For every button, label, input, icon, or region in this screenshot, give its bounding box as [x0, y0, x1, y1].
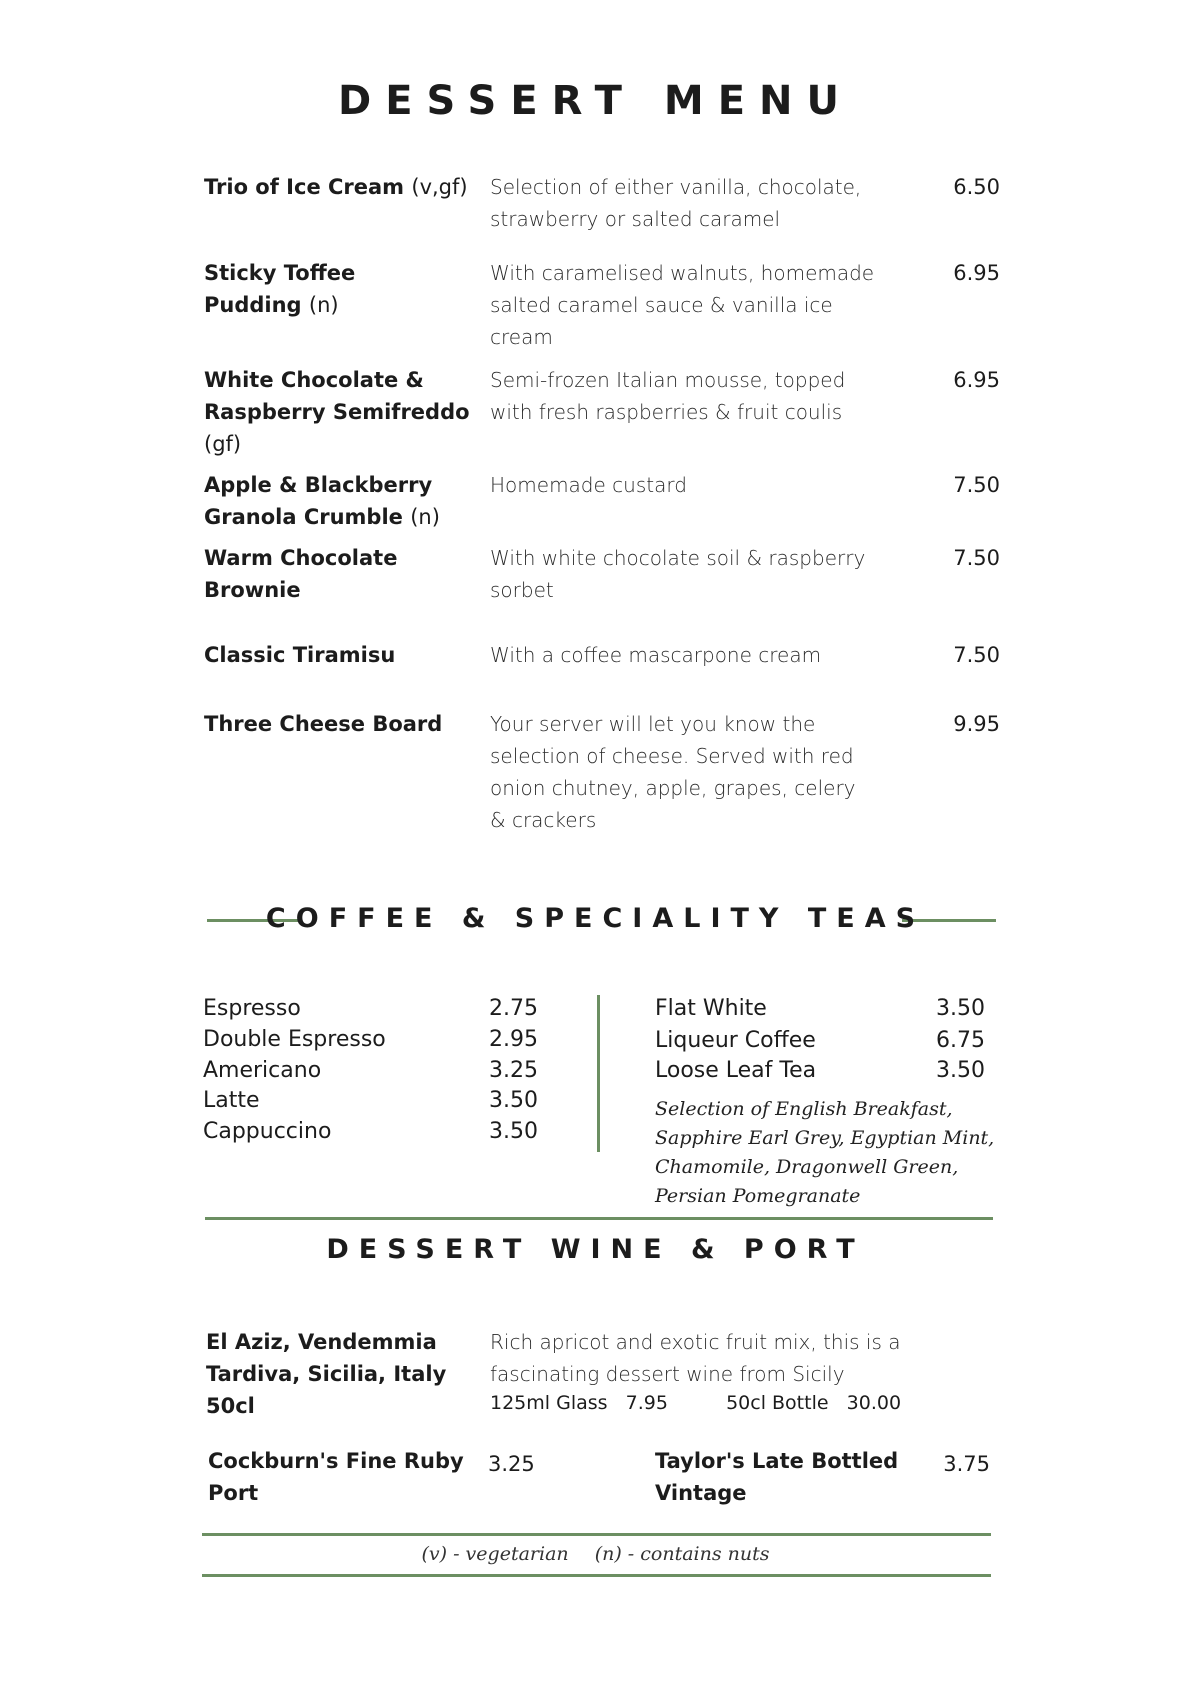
coffee-item — [655, 1025, 985, 1056]
wine-name: Cockburn's Fine Ruby Port — [208, 1449, 464, 1505]
dessert-name: White Chocolate & Raspberry Semifreddo — [204, 368, 470, 424]
dessert-price: 6.95 — [953, 368, 1000, 392]
coffee-price: 3.50 — [489, 1088, 538, 1113]
dessert-name: Apple & Blackberry Granola Crumble — [204, 473, 433, 529]
dessert-description: Homemade custard — [490, 473, 687, 497]
dessert-tag: (n) — [308, 293, 339, 317]
dessert-name: Three Cheese Board — [204, 712, 443, 736]
wine-price: 3.75 — [943, 1452, 990, 1476]
wine-name: El Aziz, Vendemmia Tardiva, Sicilia, Italy 50cl — [206, 1330, 447, 1418]
dessert-tag: (gf) — [204, 432, 242, 456]
coffee-price: 3.50 — [936, 996, 985, 1021]
dessert-description: Semi-frozen Italian mousse, topped with fresh raspberries & fruit coulis — [490, 368, 846, 424]
coffee-item — [655, 1055, 985, 1086]
dietary-key — [0, 1543, 1191, 1565]
nuts-key: (n) - contains nuts — [594, 1543, 770, 1565]
dessert-name: Trio of Ice Cream — [204, 175, 405, 199]
dessert-description: With white chocolate soil & raspberry sorbet — [490, 546, 866, 602]
dessert-price: 7.50 — [953, 546, 1000, 570]
dessert-tag: (n) — [410, 505, 440, 529]
tea-selection-note: Selection of English Breakfast, Sapphire Earl Grey, Egyptian Mint, Chamomile, Dragonwell Green, Persian Pomegranate — [655, 1098, 995, 1207]
dessert-description: Selection of either vanilla, chocolate, strawberry or salted caramel — [490, 175, 862, 231]
coffee-item — [203, 1055, 538, 1086]
wine-description: Rich apricot and exotic fruit mix, this is a fascinating dessert wine from Sicily — [490, 1330, 901, 1386]
dessert-description: Your server will let you know the selection of cheese. Served with red onion chutney, apple, grapes, celery & crackers — [490, 712, 856, 832]
dessert-price: 7.50 — [953, 473, 1000, 497]
coffee-price: 3.25 — [489, 1058, 538, 1083]
coffee-name: Americano — [203, 1058, 322, 1083]
coffee-section-title: COFFEE & SPECIALITY TEAS — [265, 903, 926, 934]
wine-serving-prices — [490, 1390, 970, 1416]
coffee-price: 2.75 — [489, 996, 538, 1021]
coffee-item — [203, 1116, 538, 1147]
coffee-name: Liqueur Coffee — [655, 1028, 816, 1053]
coffee-item — [203, 1085, 538, 1116]
coffee-name: Loose Leaf Tea — [655, 1058, 817, 1083]
coffee-price: 2.95 — [489, 1027, 538, 1052]
wine-name: Taylor's Late Bottled Vintage — [655, 1449, 899, 1505]
coffee-name: Cappuccino — [203, 1119, 332, 1144]
coffee-name: Latte — [203, 1088, 260, 1113]
dessert-price: 6.95 — [953, 261, 1000, 285]
dessert-name: Classic Tiramisu — [204, 643, 396, 667]
dessert-name: Sticky Toffee Pudding — [204, 261, 356, 317]
coffee-price: 3.50 — [489, 1119, 538, 1144]
coffee-item — [203, 993, 538, 1024]
dessert-price: 6.50 — [953, 175, 1000, 199]
wine-top-rule — [205, 1217, 993, 1220]
coffee-item — [655, 993, 985, 1024]
glass-price: 7.95 — [625, 1392, 668, 1414]
coffee-name: Espresso — [203, 996, 301, 1021]
bottle-label: 50cl Bottle — [726, 1392, 829, 1414]
coffee-price: 3.50 — [936, 1058, 985, 1083]
coffee-item — [203, 1024, 538, 1055]
glass-label: 125ml Glass — [490, 1392, 608, 1414]
coffee-price: 6.75 — [936, 1028, 985, 1053]
dessert-name: Warm Chocolate Brownie — [204, 546, 398, 602]
bottle-price: 30.00 — [846, 1392, 902, 1414]
wine-section-title: DESSERT WINE & PORT — [326, 1234, 865, 1265]
footer-bottom-rule — [202, 1574, 991, 1577]
page-title: DESSERT MENU — [338, 78, 853, 124]
footer-top-rule — [202, 1533, 991, 1536]
dessert-description: With caramelised walnuts, homemade salted caramel sauce & vanilla ice cream — [490, 261, 875, 349]
dessert-price: 7.50 — [953, 643, 1000, 667]
wine-price: 3.25 — [488, 1452, 535, 1476]
coffee-name: Double Espresso — [203, 1027, 386, 1052]
coffee-name: Flat White — [655, 996, 767, 1021]
dessert-price: 9.95 — [953, 712, 1000, 736]
dessert-description: With a coffee mascarpone cream — [490, 643, 822, 667]
coffee-column-divider — [597, 995, 600, 1152]
dessert-tag: (v,gf) — [411, 175, 468, 199]
vegetarian-key: (v) - vegetarian — [421, 1543, 569, 1565]
